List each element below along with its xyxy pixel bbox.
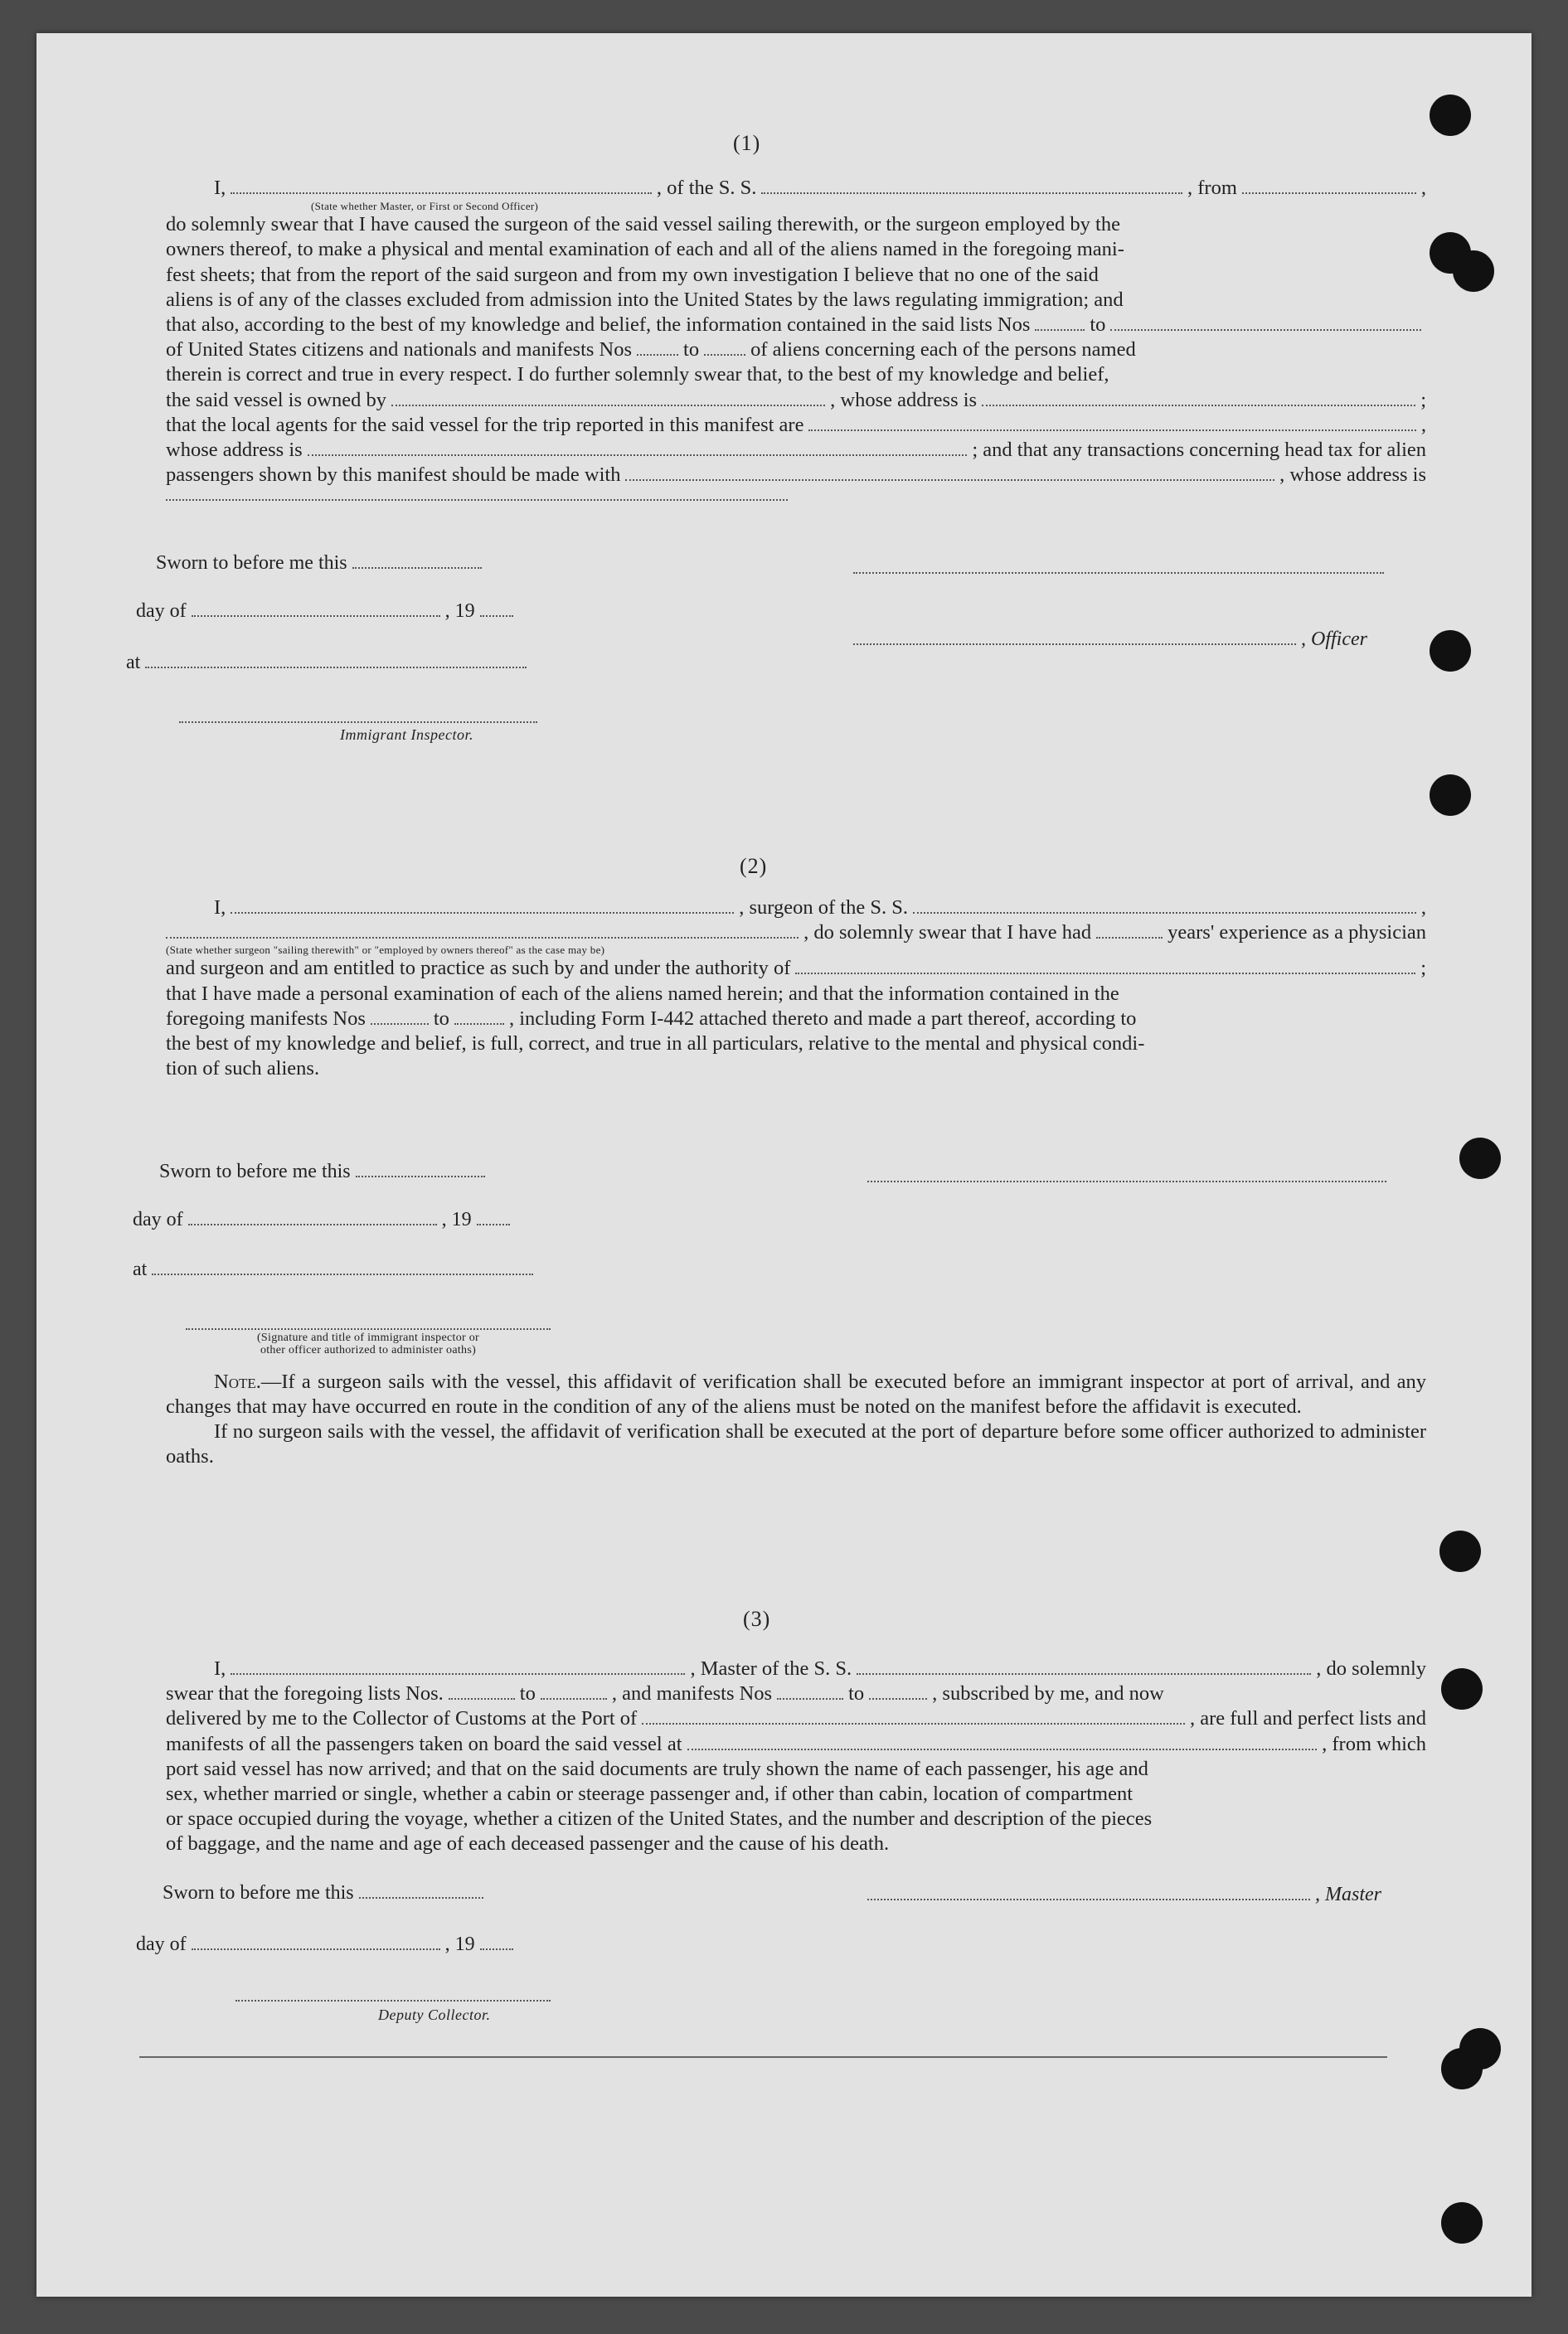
surgeon-signature-field[interactable] xyxy=(867,1181,1386,1182)
year-field[interactable] xyxy=(477,1224,510,1225)
owner-line: the said vessel is owned by , whose address is ; xyxy=(166,388,1426,411)
master-signature-field[interactable] xyxy=(867,1899,1310,1900)
punch-hole xyxy=(1441,1668,1483,1710)
departure-port-field[interactable] xyxy=(1242,192,1416,194)
surgeon-line: I, , surgeon of the S. S. , xyxy=(214,896,1426,919)
embarkation-line: manifests of all the passengers taken on board the said vessel at , from which xyxy=(166,1732,1426,1755)
inspector-signature-field[interactable] xyxy=(179,721,537,723)
section-2-text xyxy=(166,895,1426,1081)
manifests-to-field[interactable] xyxy=(454,1023,504,1025)
manifests-to-field[interactable] xyxy=(869,1698,927,1700)
owner-address-field[interactable] xyxy=(982,405,1415,406)
section-1-number: (1) xyxy=(733,131,761,155)
at-line: at xyxy=(133,1259,538,1281)
place-field[interactable] xyxy=(152,1274,533,1275)
manifests-line: of United States citizens and nationals and manifests Nos to of aliens concerning each of the persons named xyxy=(166,338,1136,362)
surgeon-caption: (State whether surgeon "sailing therewith" or "employed by owners thereof" as the case may be) xyxy=(166,944,605,957)
oath-line: sex, whether married or single, whether a cabin or steerage passenger and, if other than cabin, location of compartment xyxy=(166,1782,1134,1805)
owner-name-field[interactable] xyxy=(391,405,825,406)
years-experience-field[interactable] xyxy=(1096,937,1163,939)
manifests-from-field[interactable] xyxy=(777,1698,843,1700)
manifests-to-field[interactable] xyxy=(704,354,745,356)
punch-hole xyxy=(1430,95,1471,136)
witness-signature-field[interactable] xyxy=(186,1328,551,1330)
day-line: day of , 19 xyxy=(133,1209,515,1231)
oath-line: or space occupied during the voyage, whether a citizen of the United States, and the number and description of the pieces xyxy=(166,1808,1153,1831)
experience-line: , do solemnly swear that I have had years' experience as a physician xyxy=(166,920,1426,945)
section-2-number: (2) xyxy=(740,854,768,878)
oath-line: do solemnly swear that I have caused the surgeon of the said vessel sailing therewith, or the surgeon employed by the xyxy=(166,213,1120,236)
oath-line: therein is correct and true in every respect. I do further solemnly swear that, to the best of my knowledge and belief, xyxy=(166,363,1109,386)
head-tax-line: passengers shown by this manifest should be made with , whose address is xyxy=(166,463,1426,487)
day-line: day of , 19 xyxy=(136,600,518,623)
sworn-line: Sworn to before me this xyxy=(163,1882,488,1905)
punch-hole xyxy=(1439,1531,1481,1572)
manifests-line: foregoing manifests Nos to , including Form I-442 attached thereto and made a part thereof, according to xyxy=(166,1007,1137,1030)
bottom-rule xyxy=(139,2056,1387,2058)
sworn-date-field[interactable] xyxy=(352,567,482,569)
master-name-field[interactable] xyxy=(231,1673,685,1675)
port-line: delivered by me to the Collector of Customs at the Port of , are full and perfect lists and xyxy=(166,1707,1426,1730)
lists-from-field[interactable] xyxy=(1035,329,1085,331)
agents-address-line: whose address is ; and that any transactions concerning head tax for alien xyxy=(166,438,1426,461)
head-tax-party-field[interactable] xyxy=(625,479,1274,481)
oath-line: that I have made a personal examination of each of the aliens named herein; and that the information contained in the xyxy=(166,982,1119,1005)
note-paragraph: Note.—If a surgeon sails with the vessel, this affidavit of verification shall be executed before an immigrant inspector at port of arrival, and any changes that may have occurred en route in the condition of any of the aliens must be noted on the manifest before the affidavit is executed. If no surgeon sails with the vessel, the affidavit of verification shall be executed at the port of departure before some officer authorized to administer oaths. xyxy=(166,1371,1426,1468)
lists-from-field[interactable] xyxy=(449,1698,515,1700)
embarkation-field[interactable] xyxy=(687,1749,1318,1750)
section-3-text xyxy=(166,1657,1426,1857)
master-line: I, , of the S. S. , from , xyxy=(214,177,1426,199)
year-field[interactable] xyxy=(480,1948,513,1950)
lists-to-field[interactable] xyxy=(541,1698,607,1700)
manifests-from-field[interactable] xyxy=(637,354,678,356)
day-field[interactable] xyxy=(192,1948,440,1950)
section-3-number: (3) xyxy=(743,1607,771,1631)
punch-hole xyxy=(1453,250,1494,292)
master-line: I, , Master of the S. S. , do solemnly xyxy=(214,1657,1426,1680)
place-field[interactable] xyxy=(145,667,527,668)
witness-caption: (Signature and title of immigrant inspector or other officer authorized to administer oaths) xyxy=(256,1332,480,1356)
lists-line: swear that the foregoing lists Nos. to , and manifests Nos to , subscribed by me, and now xyxy=(166,1682,1164,1706)
port-field[interactable] xyxy=(642,1723,1185,1725)
authority-line: and surgeon and am entitled to practice as such by and under the authority of ; xyxy=(166,957,1426,980)
oath-line: port said vessel has now arrived; and that on the said documents are truly shown the name of each passenger, his age and xyxy=(166,1757,1148,1780)
collector-signature-field[interactable] xyxy=(235,2000,551,2002)
form-page xyxy=(36,33,1532,2297)
authority-field[interactable] xyxy=(795,973,1415,974)
local-agents-field[interactable] xyxy=(808,429,1415,431)
day-line: day of , 19 xyxy=(136,1934,518,1956)
at-line: at xyxy=(126,652,532,674)
oath-line: owners thereof, to make a physical and mental examination of each and all of the aliens named in the foregoing mani- xyxy=(166,238,1124,261)
day-field[interactable] xyxy=(192,615,440,617)
master-ship-field[interactable] xyxy=(857,1673,1311,1675)
officer-line: , Officer xyxy=(853,628,1367,651)
oath-line: fest sheets; that from the report of the said surgeon and from my own investigation I believe that no one of the said xyxy=(166,263,1099,286)
lists-to-field[interactable] xyxy=(1110,329,1421,331)
punch-hole xyxy=(1459,1138,1501,1179)
lists-line: that also, according to the best of my knowledge and belief, the information contained in the said lists Nos to xyxy=(166,313,1426,337)
sworn-date-field[interactable] xyxy=(356,1176,485,1177)
day-field[interactable] xyxy=(188,1224,437,1225)
oath-line: the best of my knowledge and belief, is full, correct, and true in all particulars, relative to the mental and physical condi- xyxy=(166,1031,1145,1055)
punch-hole xyxy=(1441,2202,1483,2244)
sworn-date-field[interactable] xyxy=(359,1897,483,1899)
inspector-caption: Immigrant Inspector. xyxy=(340,726,473,743)
officer-caption: (State whether Master, or First or Second Officer) xyxy=(311,200,539,213)
sworn-line: Sworn to before me this xyxy=(156,552,487,575)
officer-title-field[interactable] xyxy=(853,643,1296,645)
punch-hole xyxy=(1430,774,1471,816)
master-signature-line: , Master xyxy=(867,1884,1381,1906)
section-1-text xyxy=(166,176,1426,501)
punch-hole xyxy=(1430,630,1471,672)
surgeon-ship-field[interactable] xyxy=(913,912,1416,914)
oath-line: tion of such aliens. xyxy=(166,1057,320,1080)
ship-name-field[interactable] xyxy=(761,192,1182,194)
manifests-from-field[interactable] xyxy=(371,1023,429,1025)
surgeon-name-field[interactable] xyxy=(231,912,734,914)
head-tax-address-field[interactable] xyxy=(166,488,788,501)
agents-line: that the local agents for the said vessel for the trip reported in this manifest are , xyxy=(166,413,1426,436)
officer-signature-field[interactable] xyxy=(853,572,1384,574)
oath-line: of baggage, and the name and age of each deceased passenger and the cause of his death. xyxy=(166,1832,890,1856)
punch-hole xyxy=(1441,2048,1483,2089)
oath-line: aliens is of any of the classes excluded from admission into the United States by the laws regulating immigration; and xyxy=(166,288,1124,311)
year-field[interactable] xyxy=(480,615,513,617)
agents-address-field[interactable] xyxy=(308,454,968,456)
collector-caption: Deputy Collector. xyxy=(378,2006,491,2023)
sworn-line: Sworn to before me this xyxy=(159,1161,490,1183)
